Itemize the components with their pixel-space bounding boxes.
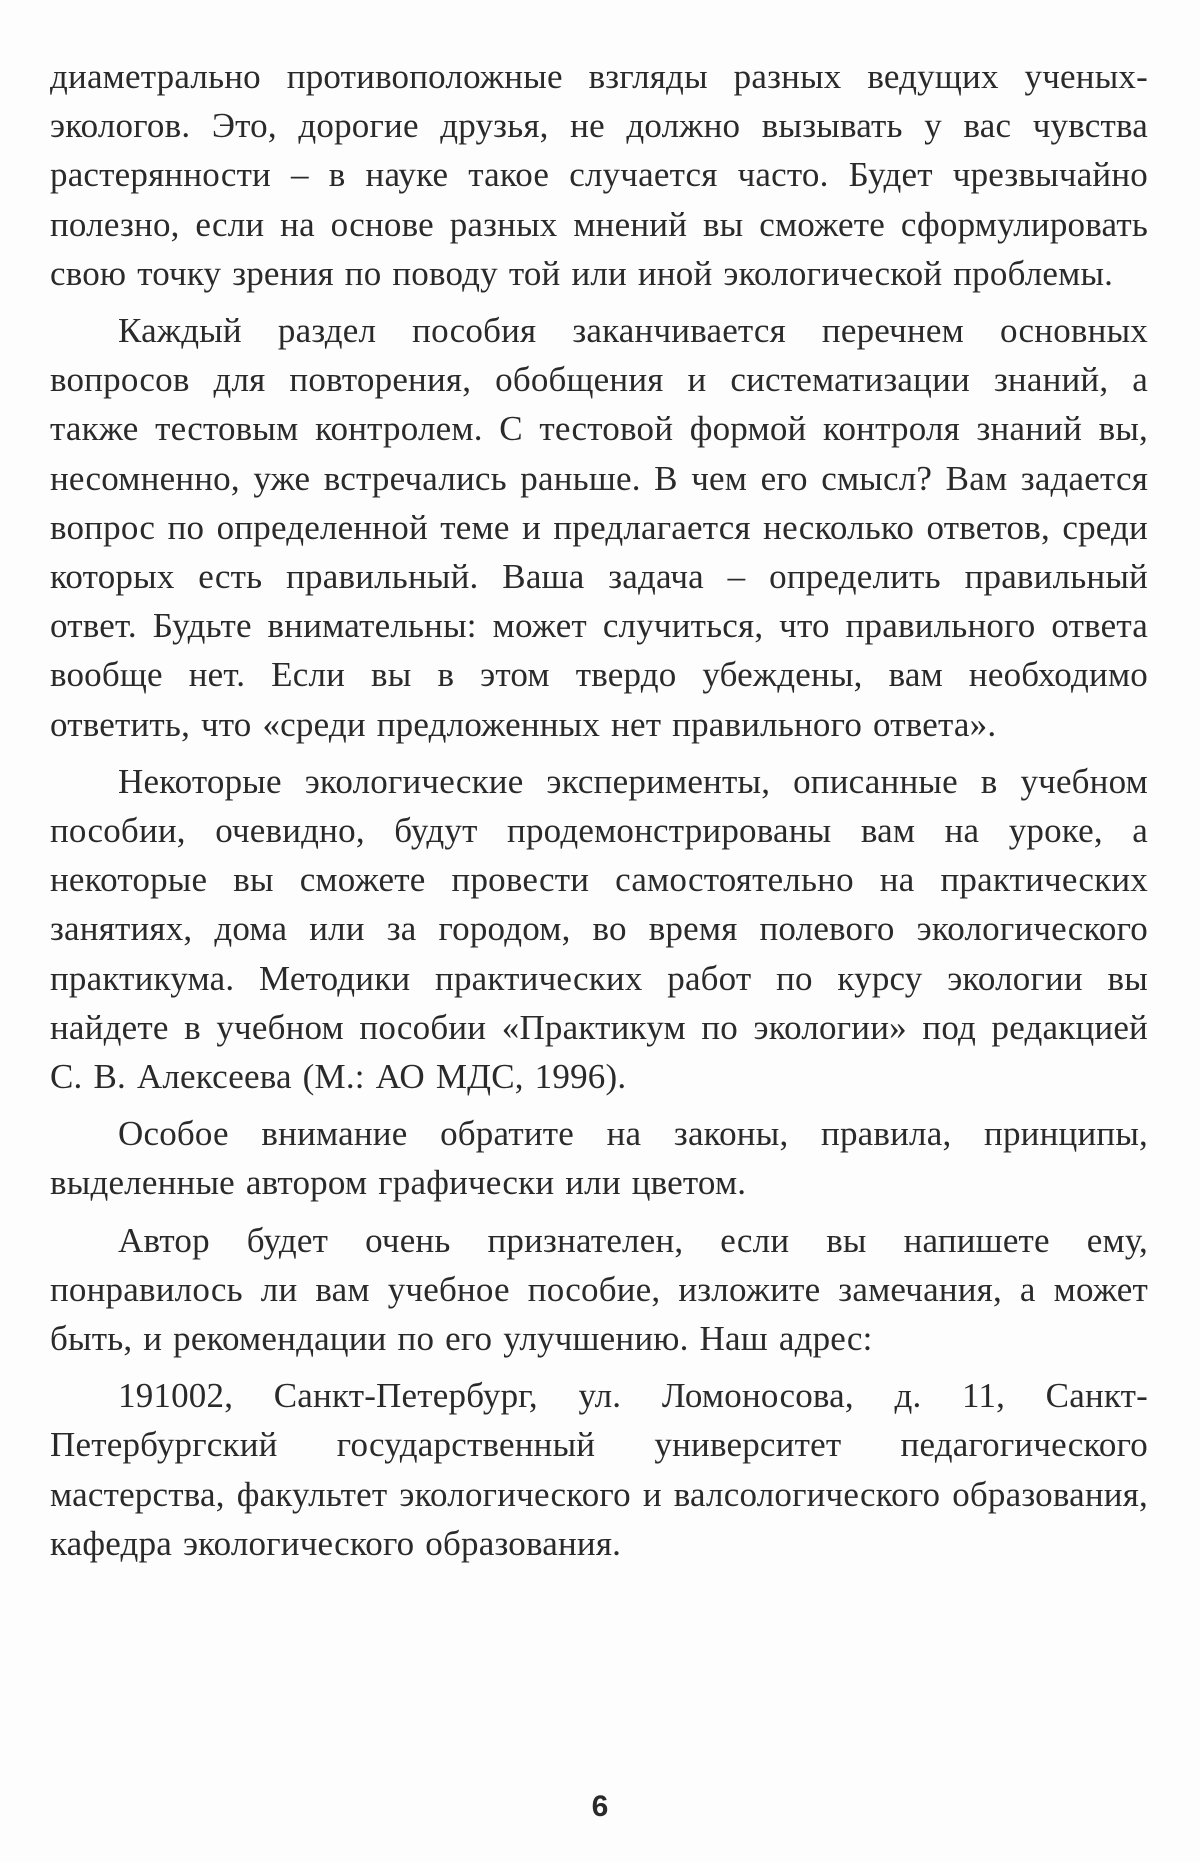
body-text: [50, 52, 1148, 1576]
page-number: 6: [591, 1790, 609, 1823]
paragraph-continuation: диаметрально противоположные взгляды разных ведущих ученых-экологов. Это, дорогие друзья, не должно вызывать у вас чувства растерянности – в науке такое случается часто. Будет чрезвычайно полезно, если на основе разных мнений вы сможете сформулировать свою точку зрения по поводу той или иной экологической проблемы.: [50, 57, 1148, 293]
paragraph-address: 191002, Санкт-Петербург, ул. Ломоносова, д. 11, Санкт-Петербургский государственный университет педагогического мастерства, факультет экологического и валсологического образования, кафедра экологического образования.: [50, 1376, 1148, 1563]
paragraph-test-control: Каждый раздел пособия заканчивается перечнем основных вопросов для повторения, обобщения и систематизации знаний, а также тестовым контролем. С тестовой формой контроля знаний вы, несомненно, уже встречались раньше. В чем его смысл? Вам задается вопрос по определенной теме и предлагается несколько ответов, среди которых есть правильный. Ваша задача – определить правильный ответ. Будьте внимательны: может случиться, что правильного ответа вообще нет. Если вы в этом твердо убеждены, вам необходимо ответить, что «среди предложенных нет правильного ответа».: [50, 311, 1148, 744]
paragraph-attention: Особое внимание обратите на законы, правила, принципы, выделенные автором графически или цветом.: [50, 1114, 1148, 1203]
paragraph-experiments: Некоторые экологические эксперименты, описанные в учебном пособии, очевидно, будут продемонстрированы вам на уроке, а некоторые вы сможете провести самостоятельно на практических занятиях, дома или за городом, во время полевого экологического практикума. Методики практических работ по курсу экологии вы найдете в учебном пособии «Практикум по экологии» под редакцией С. В. Алексеева (М.: АО МДС, 1996).: [50, 761, 1148, 1097]
paragraph-feedback: Автор будет очень признателен, если вы напишете ему, понравилось ли вам учебное пособие, изложите замечания, а может быть, и рекомендации по его улучшению. Наш адрес:: [50, 1220, 1148, 1359]
